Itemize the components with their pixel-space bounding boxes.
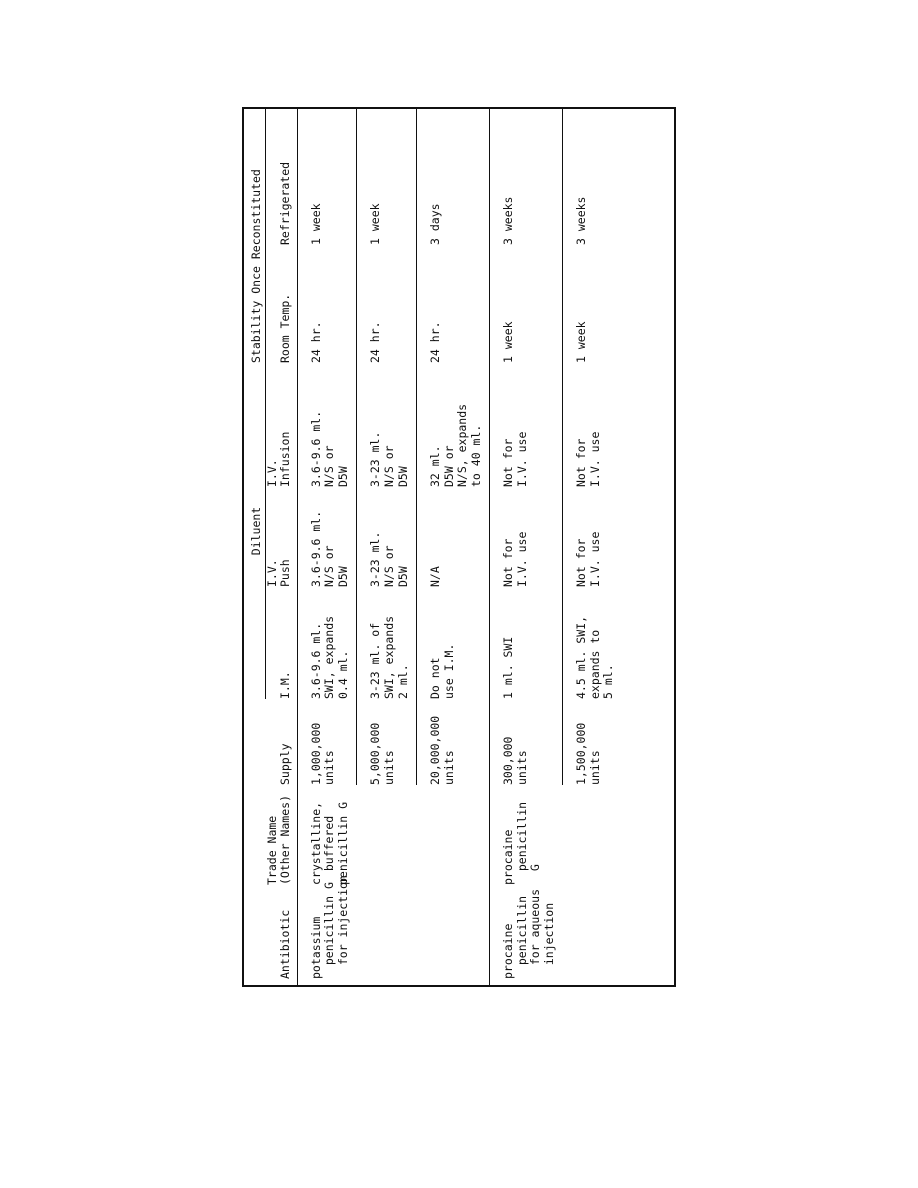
cell-im: 3.6-9.6 ml. SWI, expands 0.4 ml. [308,615,350,699]
cell-antibiotic: procaine penicillin for aqueous injection [501,888,556,979]
table-row [490,109,563,985]
cell-refrigerated: 3 weeks [563,109,622,245]
cell-room-temp: 1 week [563,245,622,363]
cell-room-temp: 24 hr. [417,245,490,363]
cell-iv-infusion: 3.6-9.6 ml. N/S or D5W [308,410,350,487]
cell-iv-infusion: Not for I.V. use [563,363,622,487]
cell-supply: 300,000 units [501,736,529,785]
cell-antibiotic: potassium penicillin G for injection [308,875,350,979]
header-stability-group: Stability Once Reconstituted [244,109,265,363]
cell-im: Do not use I.M. [417,587,490,699]
header-row-groups [244,109,265,985]
cell-antibiotic [417,885,490,985]
header-room-temp: Room Temp. [265,245,297,363]
header-iv-push: I.V. Push [265,487,297,587]
cell-room-temp: 24 hr. [308,321,323,363]
cell-refrigerated: 1 week [308,203,323,245]
cell-supply: 20,000,000 units [417,699,490,785]
cell-iv-push: 3.6-9.6 ml. N/S or D5W [308,510,350,587]
cell-iv-push: Not for I.V. use [563,487,622,587]
cell-iv-push: 3-23 ml. N/S or D5W [357,487,417,587]
cell-room-temp: 24 hr. [357,245,417,363]
cell-iv-infusion: 3-23 ml. N/S or D5W [357,363,417,487]
header-refrigerated: Refrigerated [265,109,297,245]
cell-trade-name [563,785,622,885]
cell-trade-name: crystalline, buffered penicillin G [308,801,350,885]
header-antibiotic: Antibiotic [244,885,297,985]
cell-refrigerated: 3 days [417,109,490,245]
cell-room-temp: 1 week [501,321,516,363]
table-row [563,109,622,985]
cell-antibiotic [357,885,417,985]
header-diluent-group: Diluent [244,363,265,699]
cell-im: 3-23 ml. of SWI, expands 2 ml. [357,587,417,699]
cell-antibiotic [563,885,622,985]
cell-supply: 1,500,000 units [563,699,622,785]
cell-trade-name [417,785,490,885]
cell-refrigerated: 1 week [357,109,417,245]
cell-trade-name [357,785,417,885]
cell-im: 4.5 ml. SWI, expands to 5 ml. [563,587,622,699]
cell-iv-infusion: 32 ml. D5W or N/S, expands to 40 ml. [417,363,490,487]
rotated-table-wrapper [244,109,674,985]
cell-iv-infusion: Not for I.V. use [501,431,529,487]
cell-supply: 1,000,000 units [308,722,337,785]
cell-supply: 5,000,000 units [357,699,417,785]
header-iv-infusion: I.V. Infusion [265,363,297,487]
cell-iv-push: Not for I.V. use [501,531,529,587]
cell-im: 1 ml. SWI [501,636,516,699]
cell-refrigerated: 3 weeks [501,196,516,245]
table-row [357,109,417,985]
cell-trade-name: procaine penicillin G [501,801,543,885]
header-trade-name: Trade Name (Other Names) [244,785,297,885]
cell-iv-push: N/A [417,487,490,587]
table-frame [242,107,676,987]
table-row [297,109,357,985]
header-im: I.M. [265,587,297,699]
table-row [417,109,490,985]
header-supply: Supply [244,699,297,785]
antibiotic-reconstitution-table [244,109,622,985]
